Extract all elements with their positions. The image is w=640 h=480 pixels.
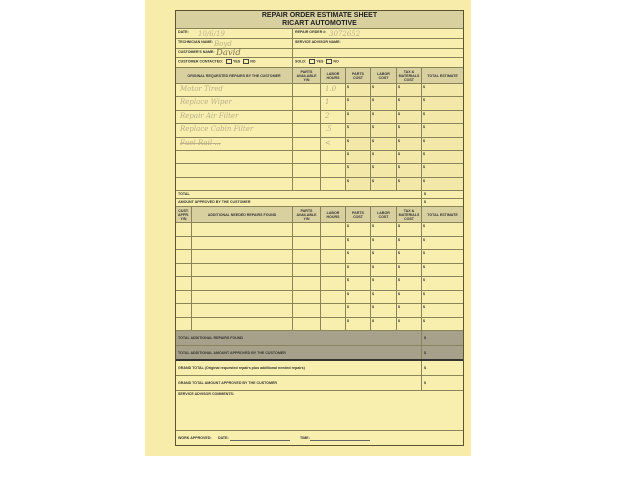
dollar-sign: $ [372,111,374,116]
table-cell[interactable] [371,111,397,123]
table-cell[interactable] [397,151,422,163]
no-label: NO [250,59,256,64]
table-cell[interactable] [371,138,397,150]
table-cell[interactable] [321,111,346,123]
table-cell[interactable] [321,318,346,331]
dollar-sign: $ [372,318,374,323]
table-cell[interactable] [293,138,321,150]
table-cell[interactable] [346,111,371,123]
table-cell[interactable] [293,304,321,317]
table-cell[interactable] [371,250,397,263]
table-cell[interactable] [176,291,192,304]
repair-order-field[interactable] [293,29,463,38]
table-cell[interactable] [371,97,397,109]
dollar-sign: $ [423,278,425,283]
table-cell[interactable] [321,178,346,190]
table-cell[interactable] [397,164,422,176]
table-cell[interactable] [397,178,422,190]
dollar-sign: $ [423,151,425,156]
labor-hours: < [325,138,331,147]
approved-label: AMOUNT APPROVED BY THE CUSTOMER [176,199,422,206]
total-additional-approved-label: TOTAL ADDITIONAL AMOUNT APPROVED BY THE CUSTOMER [176,346,422,359]
table-cell[interactable] [397,111,422,123]
table-cell[interactable] [321,164,346,176]
header-cell: CUST. APPR. Y/N [176,207,192,222]
table-row [176,223,463,237]
table-cell[interactable] [422,97,463,109]
grand-total-approved-label: GRAND TOTAL AMOUNT APPROVED BY THE CUSTOMER [176,376,422,390]
dollar-sign: $ [423,85,425,89]
additional-header [176,207,463,223]
dollar-sign: $ [347,138,349,143]
table-cell[interactable] [293,318,321,331]
dollar-sign: $ [347,278,349,283]
table-cell[interactable] [346,223,371,236]
dollar-sign: $ [398,278,400,283]
repair-description: Repair Air Filter [180,111,239,120]
table-cell[interactable] [176,277,192,290]
yes-label: YES [316,59,324,64]
dollar-sign: $ [423,178,425,183]
table-cell[interactable] [346,277,371,290]
labor-hours: 2 [325,111,330,120]
table-cell[interactable] [321,304,346,317]
table-cell[interactable] [422,178,463,190]
grand-total-value[interactable]: $ [424,366,426,371]
table-cell[interactable] [176,151,293,163]
repair-order-value: 3072652 [329,30,361,38]
form-title [176,11,463,29]
table-row [176,164,463,177]
table-cell[interactable] [293,151,321,163]
header-cell: LABOR HOURS [321,207,346,222]
contacted-yes-checkbox[interactable] [226,59,232,64]
header-cell: TOTAL ESTIMATE [427,73,458,78]
table-row [176,291,463,305]
table-cell[interactable] [176,97,293,109]
table-cell[interactable] [293,111,321,123]
table-row [176,151,463,164]
customer-label: CUSTOMER'S NAME: [178,50,215,54]
sold-yes-checkbox[interactable] [309,59,315,64]
table-cell[interactable] [397,223,422,236]
repair-description: Replace Cabin Filter [180,125,254,134]
table-cell[interactable] [176,223,192,236]
customer-value: David [216,48,241,58]
header-cell: ORIGINAL REQUESTED REPAIRS BY THE CUSTOMER [176,68,293,83]
table-cell[interactable] [321,151,346,163]
table-cell[interactable] [346,84,371,96]
table-row [176,97,463,110]
header-cell: PARTS COST [346,68,371,83]
dollar-sign: $ [347,178,349,183]
labor-hours: 1.0 [325,85,337,93]
table-cell[interactable] [321,237,346,250]
table-cell[interactable] [371,304,397,317]
table-cell[interactable] [422,124,463,136]
table-cell[interactable] [176,318,192,331]
table-row [176,178,463,191]
table-row [176,264,463,278]
date-value: 10/6/19 [198,30,225,38]
contacted-no-checkbox[interactable] [243,59,249,64]
table-cell[interactable] [397,124,422,136]
table-cell[interactable] [422,151,463,163]
table-cell[interactable] [371,151,397,163]
dollar-sign: $ [347,237,349,242]
table-cell[interactable] [346,264,371,277]
table-cell[interactable] [293,277,321,290]
header-cell: LABOR COST [371,68,397,83]
table-row [176,84,463,97]
table-cell[interactable] [192,250,293,263]
table-cell[interactable] [293,164,321,176]
table-cell[interactable] [371,237,397,250]
table-cell[interactable] [397,138,422,150]
table-row [176,304,463,318]
table-cell[interactable] [293,84,321,96]
table-cell[interactable] [397,304,422,317]
dollar-sign: $ [347,305,349,310]
dollar-sign: $ [423,165,425,170]
table-cell[interactable] [371,124,397,136]
repairs-header [176,68,463,84]
grand-total-approved-value[interactable]: $ [424,381,426,386]
repair-order-form [175,10,464,446]
table-cell[interactable] [346,237,371,250]
table-cell[interactable] [293,97,321,109]
table-cell[interactable] [176,304,192,317]
table-cell[interactable] [192,264,293,277]
dollar-sign: $ [398,98,400,103]
table-cell[interactable] [346,291,371,304]
dollar-sign: $ [347,318,349,323]
table-cell[interactable] [176,138,293,150]
table-cell[interactable] [293,178,321,190]
dollar-sign: $ [372,125,374,130]
comments-label: SERVICE ADVISOR COMMENTS: [178,392,235,397]
table-cell[interactable] [397,84,422,96]
dollar-sign: $ [423,224,425,229]
table-cell[interactable] [176,164,293,176]
repair-description: Motor Tired [180,85,223,93]
dollar-sign: $ [423,111,425,116]
table-cell[interactable] [192,304,293,317]
contacted-field [176,58,293,67]
dollar-sign: $ [347,251,349,256]
dollar-sign: $ [347,165,349,170]
header-cell: TOTAL ESTIMATE [427,212,458,217]
table-cell[interactable] [176,264,192,277]
dollar-sign: $ [372,98,374,103]
work-date-line[interactable] [230,436,290,441]
table-cell[interactable] [346,124,371,136]
table-cell[interactable] [346,250,371,263]
table-cell[interactable] [192,223,293,236]
dollar-sign: $ [347,85,349,89]
dollar-sign: $ [398,125,400,130]
repairs-table [176,84,463,191]
dollar-sign: $ [372,165,374,170]
table-cell[interactable] [176,111,293,123]
table-cell[interactable] [371,223,397,236]
table-cell[interactable] [321,264,346,277]
table-cell[interactable] [422,237,463,250]
dollar-sign: $ [372,224,374,229]
sold-field [293,58,463,67]
table-cell[interactable] [397,237,422,250]
table-cell[interactable] [371,291,397,304]
table-cell[interactable] [321,138,346,150]
table-cell[interactable] [176,250,192,263]
dollar-sign: $ [398,264,400,269]
service-advisor-label: SERVICE ADVISOR NAME: [295,40,341,44]
total-value[interactable]: $ [424,192,426,197]
table-row [176,138,463,151]
additional-repairs-table [176,223,463,331]
dollar-sign: $ [398,138,400,143]
table-cell[interactable] [293,264,321,277]
date-field[interactable] [176,29,293,38]
dollar-sign: $ [423,251,425,256]
table-cell[interactable] [176,178,293,190]
table-cell[interactable] [422,264,463,277]
dollar-sign: $ [372,291,374,296]
dollar-sign: $ [398,85,400,89]
table-cell[interactable] [321,124,346,136]
dollar-sign: $ [423,305,425,310]
repair-description: Fuel Rail ... [180,138,221,147]
yes-label: YES [233,59,241,64]
title-text: REPAIR ORDER ESTIMATE SHEET [261,12,378,19]
table-cell[interactable] [422,84,463,96]
work-approved-label: WORK APPROVED: [178,436,212,441]
dollar-sign: $ [423,138,425,143]
table-cell[interactable] [422,223,463,236]
table-cell[interactable] [176,237,192,250]
table-cell[interactable] [321,291,346,304]
table-cell[interactable] [397,97,422,109]
table-cell[interactable] [422,250,463,263]
dollar-sign: $ [347,151,349,156]
dollar-sign: $ [423,237,425,242]
dollar-sign: $ [423,98,425,103]
dollar-sign: $ [372,237,374,242]
table-cell[interactable] [321,84,346,96]
dollar-sign: $ [372,178,374,183]
dollar-sign: $ [347,264,349,269]
table-cell[interactable] [192,277,293,290]
dollar-sign: $ [398,178,400,183]
table-cell[interactable] [422,164,463,176]
table-cell[interactable] [422,111,463,123]
dollar-sign: $ [398,165,400,170]
company-name: RICART AUTOMOTIVE [282,20,357,27]
dollar-sign: $ [398,237,400,242]
table-row [176,111,463,124]
table-cell[interactable] [176,84,293,96]
table-row [176,124,463,137]
service-advisor-field[interactable] [293,39,463,48]
header-cell: LABOR HOURS [321,68,346,83]
total-label: TOTAL [176,191,422,198]
table-row [176,318,463,332]
table-cell[interactable] [397,291,422,304]
header-cell: ADDITIONAL NEEDED REPAIRS FOUND [192,207,293,222]
dollar-sign: $ [372,264,374,269]
table-cell[interactable] [346,164,371,176]
technician-field[interactable] [176,39,293,48]
table-cell[interactable] [397,277,422,290]
table-cell[interactable] [371,264,397,277]
dollar-sign: $ [423,264,425,269]
table-cell[interactable] [397,264,422,277]
dollar-sign: $ [398,318,400,323]
dollar-sign: $ [347,224,349,229]
table-cell[interactable] [321,277,346,290]
dollar-sign: $ [398,224,400,229]
header-cell: PARTS AVAILABLE Y/N [293,68,321,83]
grand-total-label: GRAND TOTAL (Original requested repairs plus additional needed repairs) [176,361,422,375]
table-cell[interactable] [176,124,293,136]
customer-field[interactable] [176,49,293,57]
table-cell[interactable] [293,291,321,304]
dollar-sign: $ [398,111,400,116]
sold-label: SOLD: [295,59,307,64]
header-cell: PARTS COST [346,207,371,222]
dollar-sign: $ [372,138,374,143]
time-line[interactable] [310,436,370,441]
dollar-sign: $ [423,125,425,130]
table-row [176,237,463,251]
time-label: TIME: [300,436,310,441]
table-cell[interactable] [371,277,397,290]
dollar-sign: $ [398,251,400,256]
table-cell[interactable] [293,223,321,236]
no-label: NO [333,59,339,64]
table-cell[interactable] [371,164,397,176]
table-cell[interactable] [293,250,321,263]
approved-value[interactable]: $ [424,200,426,205]
header-cell: TAX & MATERIALS COST [397,207,422,222]
repair-description: Replace Wiper [180,98,232,107]
table-cell[interactable] [321,250,346,263]
table-cell[interactable] [321,223,346,236]
table-cell[interactable] [192,318,293,331]
table-cell[interactable] [422,304,463,317]
header-cell: TAX & MATERIALS COST [397,68,422,83]
table-cell[interactable] [293,124,321,136]
table-cell[interactable] [192,237,293,250]
table-cell[interactable] [346,138,371,150]
comments-field[interactable] [176,391,463,430]
technician-value: Boyd [214,40,232,48]
table-cell[interactable] [346,304,371,317]
dollar-sign: $ [398,151,400,156]
contacted-label: CUSTOMER CONTACTED: [178,59,223,64]
dollar-sign: $ [347,125,349,130]
table-cell[interactable] [371,318,397,331]
header-cell: PARTS AVAILABLE Y/N [293,207,321,222]
dollar-sign: $ [372,251,374,256]
dollar-sign: $ [372,305,374,310]
table-row [176,250,463,264]
table-cell[interactable] [346,97,371,109]
repair-order-label: REPAIR ORDER #: [295,30,327,34]
dollar-sign: $ [372,278,374,283]
dollar-sign: $ [347,98,349,103]
dollar-sign: $ [423,291,425,296]
dollar-sign: $ [347,111,349,116]
table-cell[interactable] [397,318,422,331]
dollar-sign: $ [398,305,400,310]
labor-hours: .5 [325,125,332,134]
sold-no-checkbox[interactable] [326,59,332,64]
total-additional-value[interactable]: $ [424,336,426,341]
total-additional-label: TOTAL ADDITIONAL REPAIRS FOUND [176,331,422,345]
table-cell[interactable] [346,151,371,163]
table-cell[interactable] [422,138,463,150]
dollar-sign: $ [347,291,349,296]
labor-hours: 1 [325,98,330,107]
blank-field [293,49,463,57]
dollar-sign: $ [372,151,374,156]
dollar-sign: $ [423,318,425,323]
technician-label: TECHNICIAN NAME: [178,40,213,44]
table-cell[interactable] [346,178,371,190]
table-cell[interactable] [192,291,293,304]
dollar-sign: $ [372,85,374,89]
table-cell[interactable] [422,318,463,331]
table-cell[interactable] [371,84,397,96]
table-cell[interactable] [397,250,422,263]
table-row [176,277,463,291]
dollar-sign: $ [398,291,400,296]
table-cell[interactable] [293,237,321,250]
header-cell: LABOR COST [371,207,397,222]
table-cell[interactable] [346,318,371,331]
date-label: DATE: [178,30,189,34]
work-date-label: DATE: [218,436,229,441]
table-cell[interactable] [321,97,346,109]
table-cell[interactable] [371,178,397,190]
table-cell[interactable] [422,277,463,290]
total-additional-approved-value[interactable]: $ [424,351,426,356]
table-cell[interactable] [422,291,463,304]
